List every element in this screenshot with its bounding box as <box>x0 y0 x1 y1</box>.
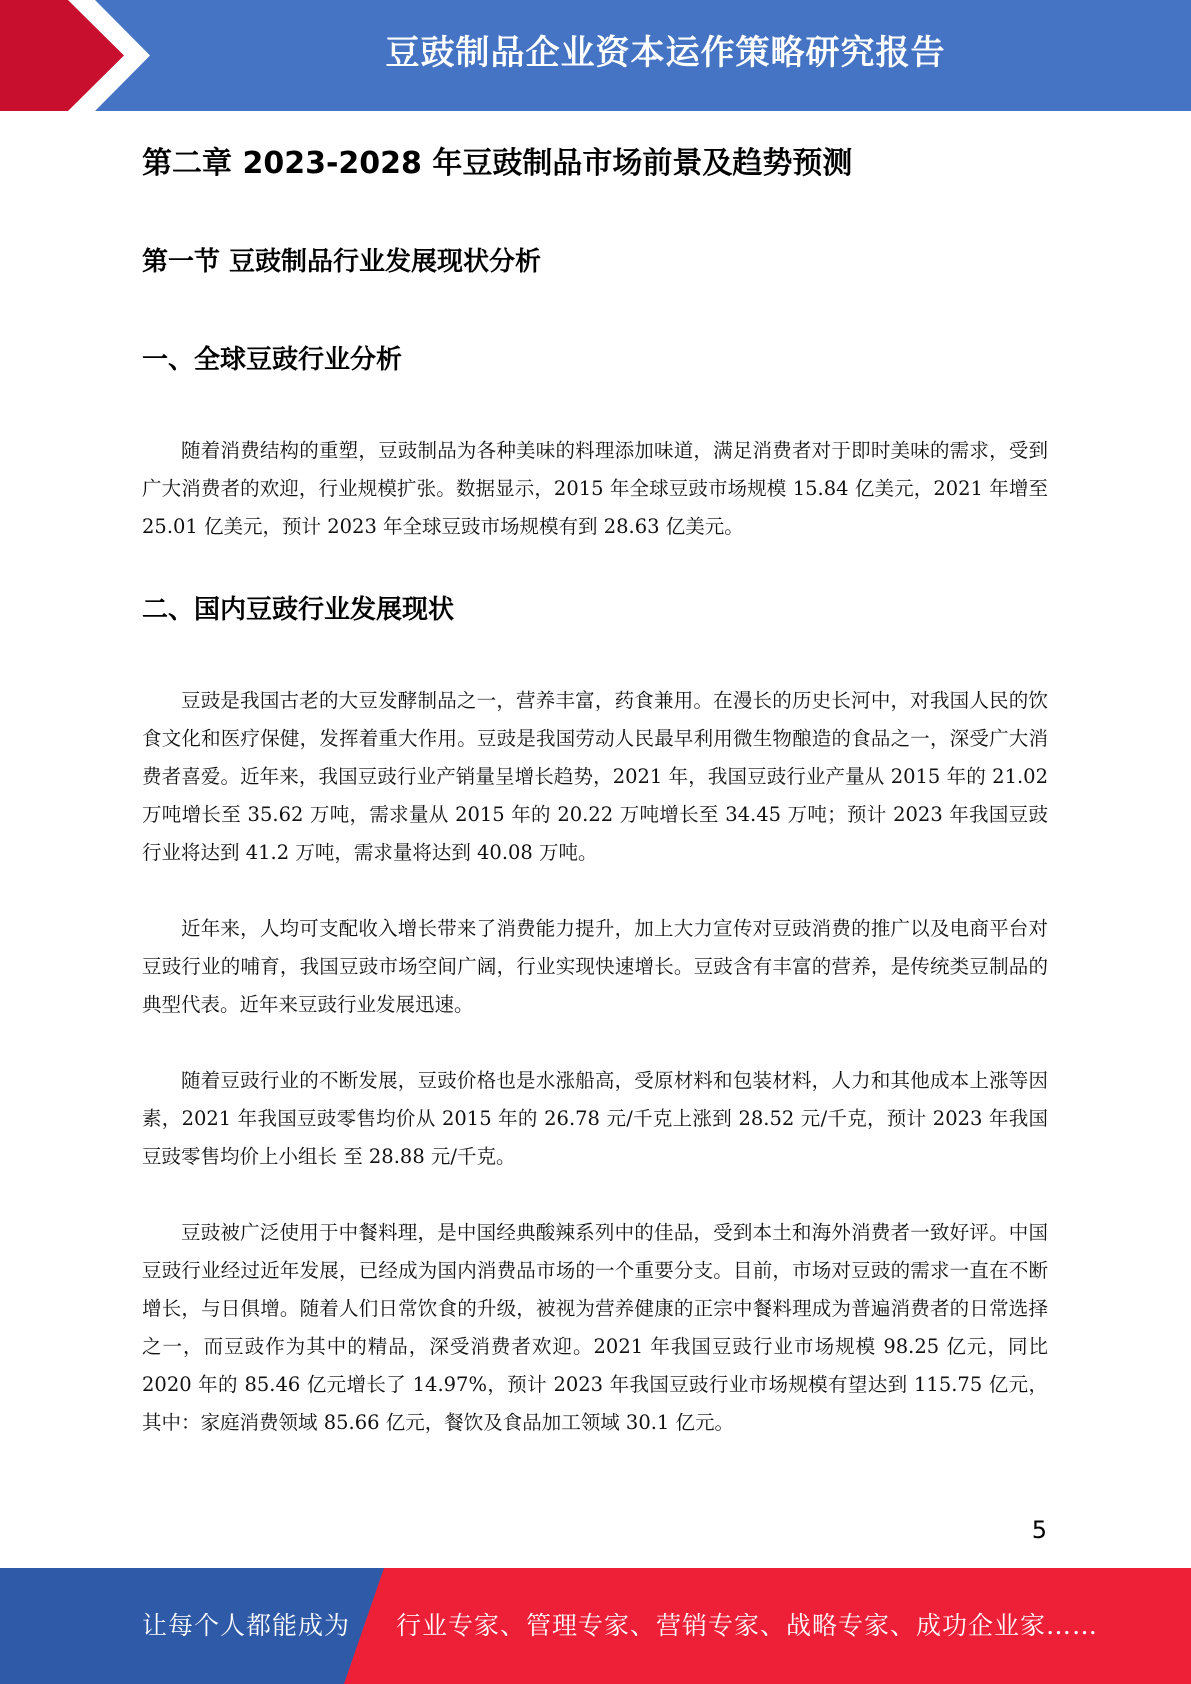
page-number: 5 <box>1031 1516 1047 1544</box>
subsection-title-global: 一、全球豆豉行业分析 <box>142 345 403 375</box>
paragraph: 随着消费结构的重塑，豆豉制品为各种美味的料理添加味道，满足消费者对于即时美味的需求，受到广大消费者的欢迎，行业规模扩张。数据显示，2015 年全球豆豉市场规模 15.84 亿美元，2021 年增至 25.01 亿美元，预计 2023 年全球豆豉市场规模有到 28.63 亿美元。 <box>142 439 1048 538</box>
paragraph: 近年来，人均可支配收入增长带来了消费能力提升，加上大力宣传对豆豉消费的推广以及电商平台对豆豉行业的哺育，我国豆豉市场空间广阔，行业实现快速增长。豆豉含有丰富的营养，是传统类豆制品的典型代表。近年来豆豉行业发展迅速。 <box>142 917 1048 1016</box>
footer-slogan-right: 行业专家、管理专家、营销专家、战略专家、成功企业家…… <box>396 1611 1099 1640</box>
footer-bar <box>0 1568 1191 1684</box>
paragraph: 豆豉是我国古老的大豆发酵制品之一，营养丰富，药食兼用。在漫长的历史长河中，对我国人民的饮食文化和医疗保健，发挥着重大作用。豆豉是我国劳动人民最早利用微生物酿造的食品之一，深受广大消费者喜爱。近年来，我国豆豉行业产销量呈增长趋势，2021 年，我国豆豉行业产量从 2015 年的 21.02 万吨增长至 35.62 万吨，需求量从 2015 年的 20.22 万吨增长至 34.45 万吨；预计 2023 年我国豆豉行业将达到 41.2 万吨，需求量将达到 40.08 万吨。 <box>142 689 1048 864</box>
chapter-title: 第二章 2023-2028 年豆豉制品市场前景及趋势预测 <box>142 146 853 181</box>
paragraph: 随着豆豉行业的不断发展，豆豉价格也是水涨船高，受原材料和包装材料，人力和其他成本上涨等因素，2021 年我国豆豉零售均价从 2015 年的 26.78 元/千克上涨到 28.52 元/千克，预计 2023 年我国豆豉零售均价上小组长 至 28.88 元/千克。 <box>142 1069 1048 1168</box>
paragraph: 豆豉被广泛使用于中餐料理，是中国经典酸辣系列中的佳品，受到本土和海外消费者一致好评。中国豆豉行业经过近年发展，已经成为国内消费品市场的一个重要分支。目前，市场对豆豉的需求一直在不断增长，与日俱增。随着人们日常饮食的升级，被视为营养健康的正宗中餐料理成为普遍消费者的日常选择之一，而豆豉作为其中的精品，深受消费者欢迎。2021 年我国豆豉行业市场规模 98.25 亿元，同比 2020 年的 85.46 亿元增长了 14.97%，预计 2023 年我国豆豉行业市场规模有望达到 115.75 亿元，其中：家庭消费领域 85.66 亿元，餐饮及食品加工领域 30.1 亿元。 <box>142 1221 1048 1434</box>
footer-slogan-left: 让每个人都能成为 <box>142 1611 351 1640</box>
header-bar <box>0 0 1191 111</box>
page-content <box>142 130 1048 1442</box>
report-title: 豆豉制品企业资本运作策略研究报告 <box>385 33 946 73</box>
subsection-title-domestic: 二、国内豆豉行业发展现状 <box>142 595 455 625</box>
section-title: 第一节 豆豉制品行业发展现状分析 <box>142 247 542 277</box>
